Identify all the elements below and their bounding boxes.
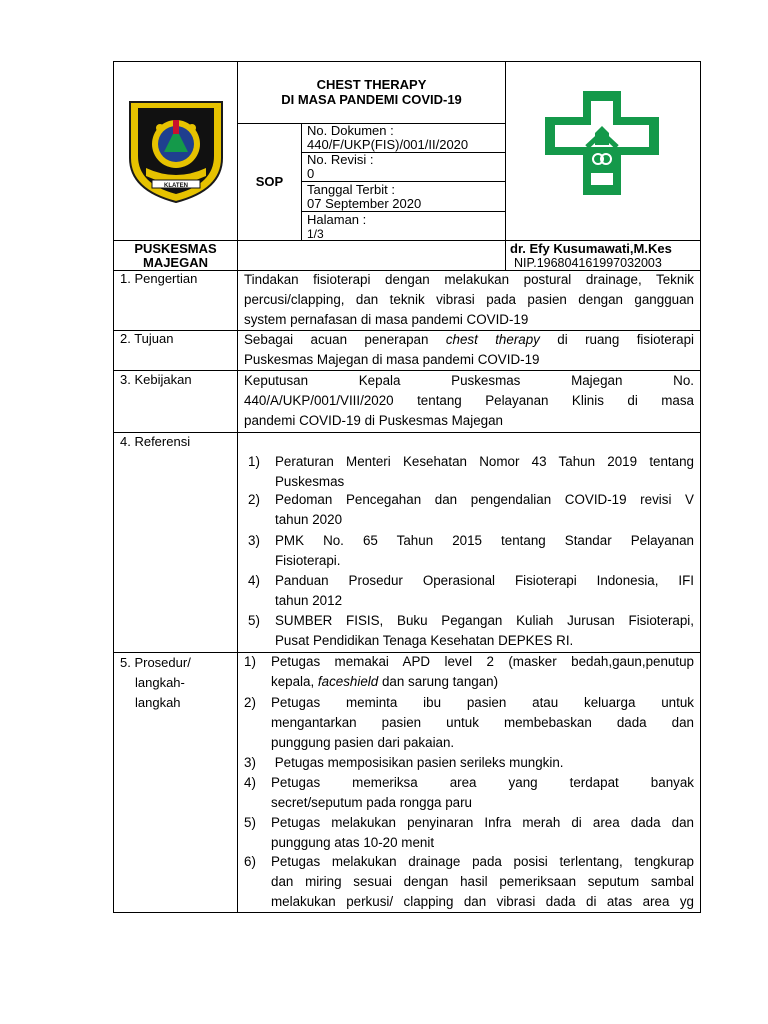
prosedur-step-text [271, 693, 694, 753]
prosedur-step-text [271, 753, 694, 773]
list-number: 3) [248, 533, 260, 548]
tujuan-line-2: Puskesmas Majegan di masa pandemi COVID-19 [244, 352, 540, 367]
referensi-item-text [275, 452, 694, 492]
referensi-item-text [275, 531, 694, 571]
prosedur-line [271, 672, 694, 692]
table-border-left [113, 61, 114, 913]
referensi-line: tahun 2020 [275, 512, 343, 527]
list-number: 2) [248, 492, 260, 507]
list-number: 4) [244, 775, 256, 790]
referensi-line: Puskesmas [275, 474, 345, 489]
kebijakan-line: pandemi COVID-19 di Puskesmas Majegan [244, 413, 504, 428]
step1-text-start: kepala, [271, 674, 318, 689]
column-divider-3 [505, 61, 506, 270]
org-name-line1: PUSKESMAS [134, 241, 217, 256]
document-title-line2: DI MASA PANDEMI COVID-19 [281, 92, 462, 107]
pengertian-line: system pernafasan di masa pandemi COVID-19 [244, 312, 529, 327]
prosedur-label-line1: 5. Prosedur/ [120, 655, 191, 670]
revision-value: 0 [307, 166, 315, 181]
referensi-item-text [275, 611, 694, 651]
pengertian-line: Tindakan fisioterapi dengan melakukan postural drainage, Teknik [244, 272, 694, 287]
kebijakan-line: 440/A/UKP/001/VIII/2020 tentang Pelayanan Klinis di masa [244, 393, 694, 408]
prosedur-label-line3: langkah [135, 695, 181, 710]
prosedur-step-text [271, 852, 694, 912]
klaten-crest-logo [124, 98, 228, 204]
referensi-item-text [275, 490, 694, 530]
table-border-bottom [113, 912, 701, 913]
prosedur-line: mengantarkan pasien untuk membebaskan dada dan [271, 715, 694, 730]
prosedur-label-line2: langkah- [135, 675, 185, 690]
kebijakan-label: 3. Kebijakan [120, 372, 192, 387]
prosedur-line: punggung pasien dari pakaian. [271, 735, 455, 750]
step1-text-end: dan sarung tangan) [378, 674, 499, 689]
sop-label: SOP [255, 174, 284, 189]
referensi-line: Pedoman Pencegahan dan pengendalian COVID-19 revisi V [275, 492, 694, 507]
pengertian-text [244, 270, 694, 330]
prosedur-line: Petugas memakai APD level 2 (masker bedah,gaun,penutup [271, 654, 694, 669]
list-number: 6) [244, 854, 256, 869]
table-border-right [700, 61, 701, 913]
page-label: Halaman : [307, 212, 367, 227]
column-divider-2 [301, 123, 302, 241]
referensi-line: SUMBER FISIS, Buku Pegangan Kuliah Jurusan Fisioterapi, [275, 613, 694, 628]
referensi-line: Peraturan Menteri Kesehatan Nomor 43 Tahun 2019 tentang [275, 454, 694, 469]
list-number: 3) [244, 755, 256, 770]
referensi-item-text [275, 571, 694, 611]
tujuan-text-end: di ruang fisioterapi [539, 332, 695, 347]
tujuan-text-start: Sebagai acuan penerapan [244, 332, 446, 347]
row-divider-3 [113, 432, 701, 433]
list-number: 5) [244, 815, 256, 830]
referensi-line: tahun 2012 [275, 593, 343, 608]
list-number: 2) [244, 695, 256, 710]
prosedur-line: Petugas meminta ibu pasien atau keluarga untuk [271, 695, 694, 710]
list-number: 1) [248, 454, 260, 469]
referensi-label: 4. Referensi [120, 434, 191, 449]
referensi-line: PMK No. 65 Tahun 2015 tentang Standar Pelayanan [275, 533, 694, 548]
doc-number-label: No. Dokumen : [307, 123, 394, 138]
prosedur-line: Petugas melakukan penyinaran Infra merah di area dada dan [271, 815, 694, 830]
prosedur-line: Petugas melakukan drainage pada posisi terlentang, tengkurap [271, 854, 694, 869]
org-name-line2: MAJEGAN [142, 255, 208, 270]
referensi-line: Fisioterapi. [275, 553, 341, 568]
prosedur-line: punggung atas 10-20 menit [271, 835, 435, 850]
referensi-line: Pusat Pendidikan Tenaga Kesehatan DEPKES RI. [275, 633, 574, 648]
tujuan-line-1 [244, 330, 694, 350]
prosedur-step-text [271, 813, 694, 853]
signer-nip: NIP.196804161997032003 [514, 256, 662, 270]
tujuan-text [244, 330, 694, 370]
prosedur-line: melakukan perkusi/ clapping dan vibrasi dada di atas area yg [271, 894, 694, 909]
list-number: 4) [248, 573, 260, 588]
prosedur-step-text [271, 652, 694, 692]
page-value: 1/3 [307, 227, 324, 241]
chest-therapy-term: chest therapy [445, 332, 540, 347]
issue-date-value: 07 September 2020 [307, 196, 422, 211]
list-number: 5) [248, 613, 260, 628]
tujuan-label: 2. Tujuan [120, 331, 174, 346]
prosedur-step-text [271, 773, 694, 813]
revision-label: No. Revisi : [307, 152, 374, 167]
faceshield-term: faceshield [317, 674, 379, 689]
prosedur-line: dan miring sesuai dengan hasil pemeriksaan seputum sambal [271, 874, 694, 889]
prosedur-line: secret/seputum pada rongga paru [271, 795, 472, 810]
table-border-top [113, 61, 701, 62]
document-title-line1: CHEST THERAPY [316, 77, 427, 92]
prosedur-line: Petugas memposisikan pasien serileks mungkin. [271, 755, 564, 770]
kebijakan-line: Keputusan Kepala Puskesmas Majegan No. [244, 373, 694, 388]
puskesmas-cross-logo [543, 89, 661, 197]
pengertian-line: percusi/clapping, dan teknik vibrasi pada pasien dengan gangguan [244, 292, 694, 307]
referensi-line: Panduan Prosedur Operasional Fisioterapi Indonesia, IFI [275, 573, 694, 588]
kebijakan-text [244, 371, 694, 431]
issue-date-label: Tanggal Terbit : [307, 182, 395, 197]
list-number: 1) [244, 654, 256, 669]
pengertian-label: 1. Pengertian [120, 271, 198, 286]
doc-number-value: 440/F/UKP(FIS)/001/II/2020 [307, 137, 469, 152]
signer-name: dr. Efy Kusumawati,M.Kes [510, 241, 672, 256]
crest-caption: KLATEN [164, 183, 188, 189]
prosedur-line: Petugas memeriksa area yang terdapat banyak [271, 775, 694, 790]
